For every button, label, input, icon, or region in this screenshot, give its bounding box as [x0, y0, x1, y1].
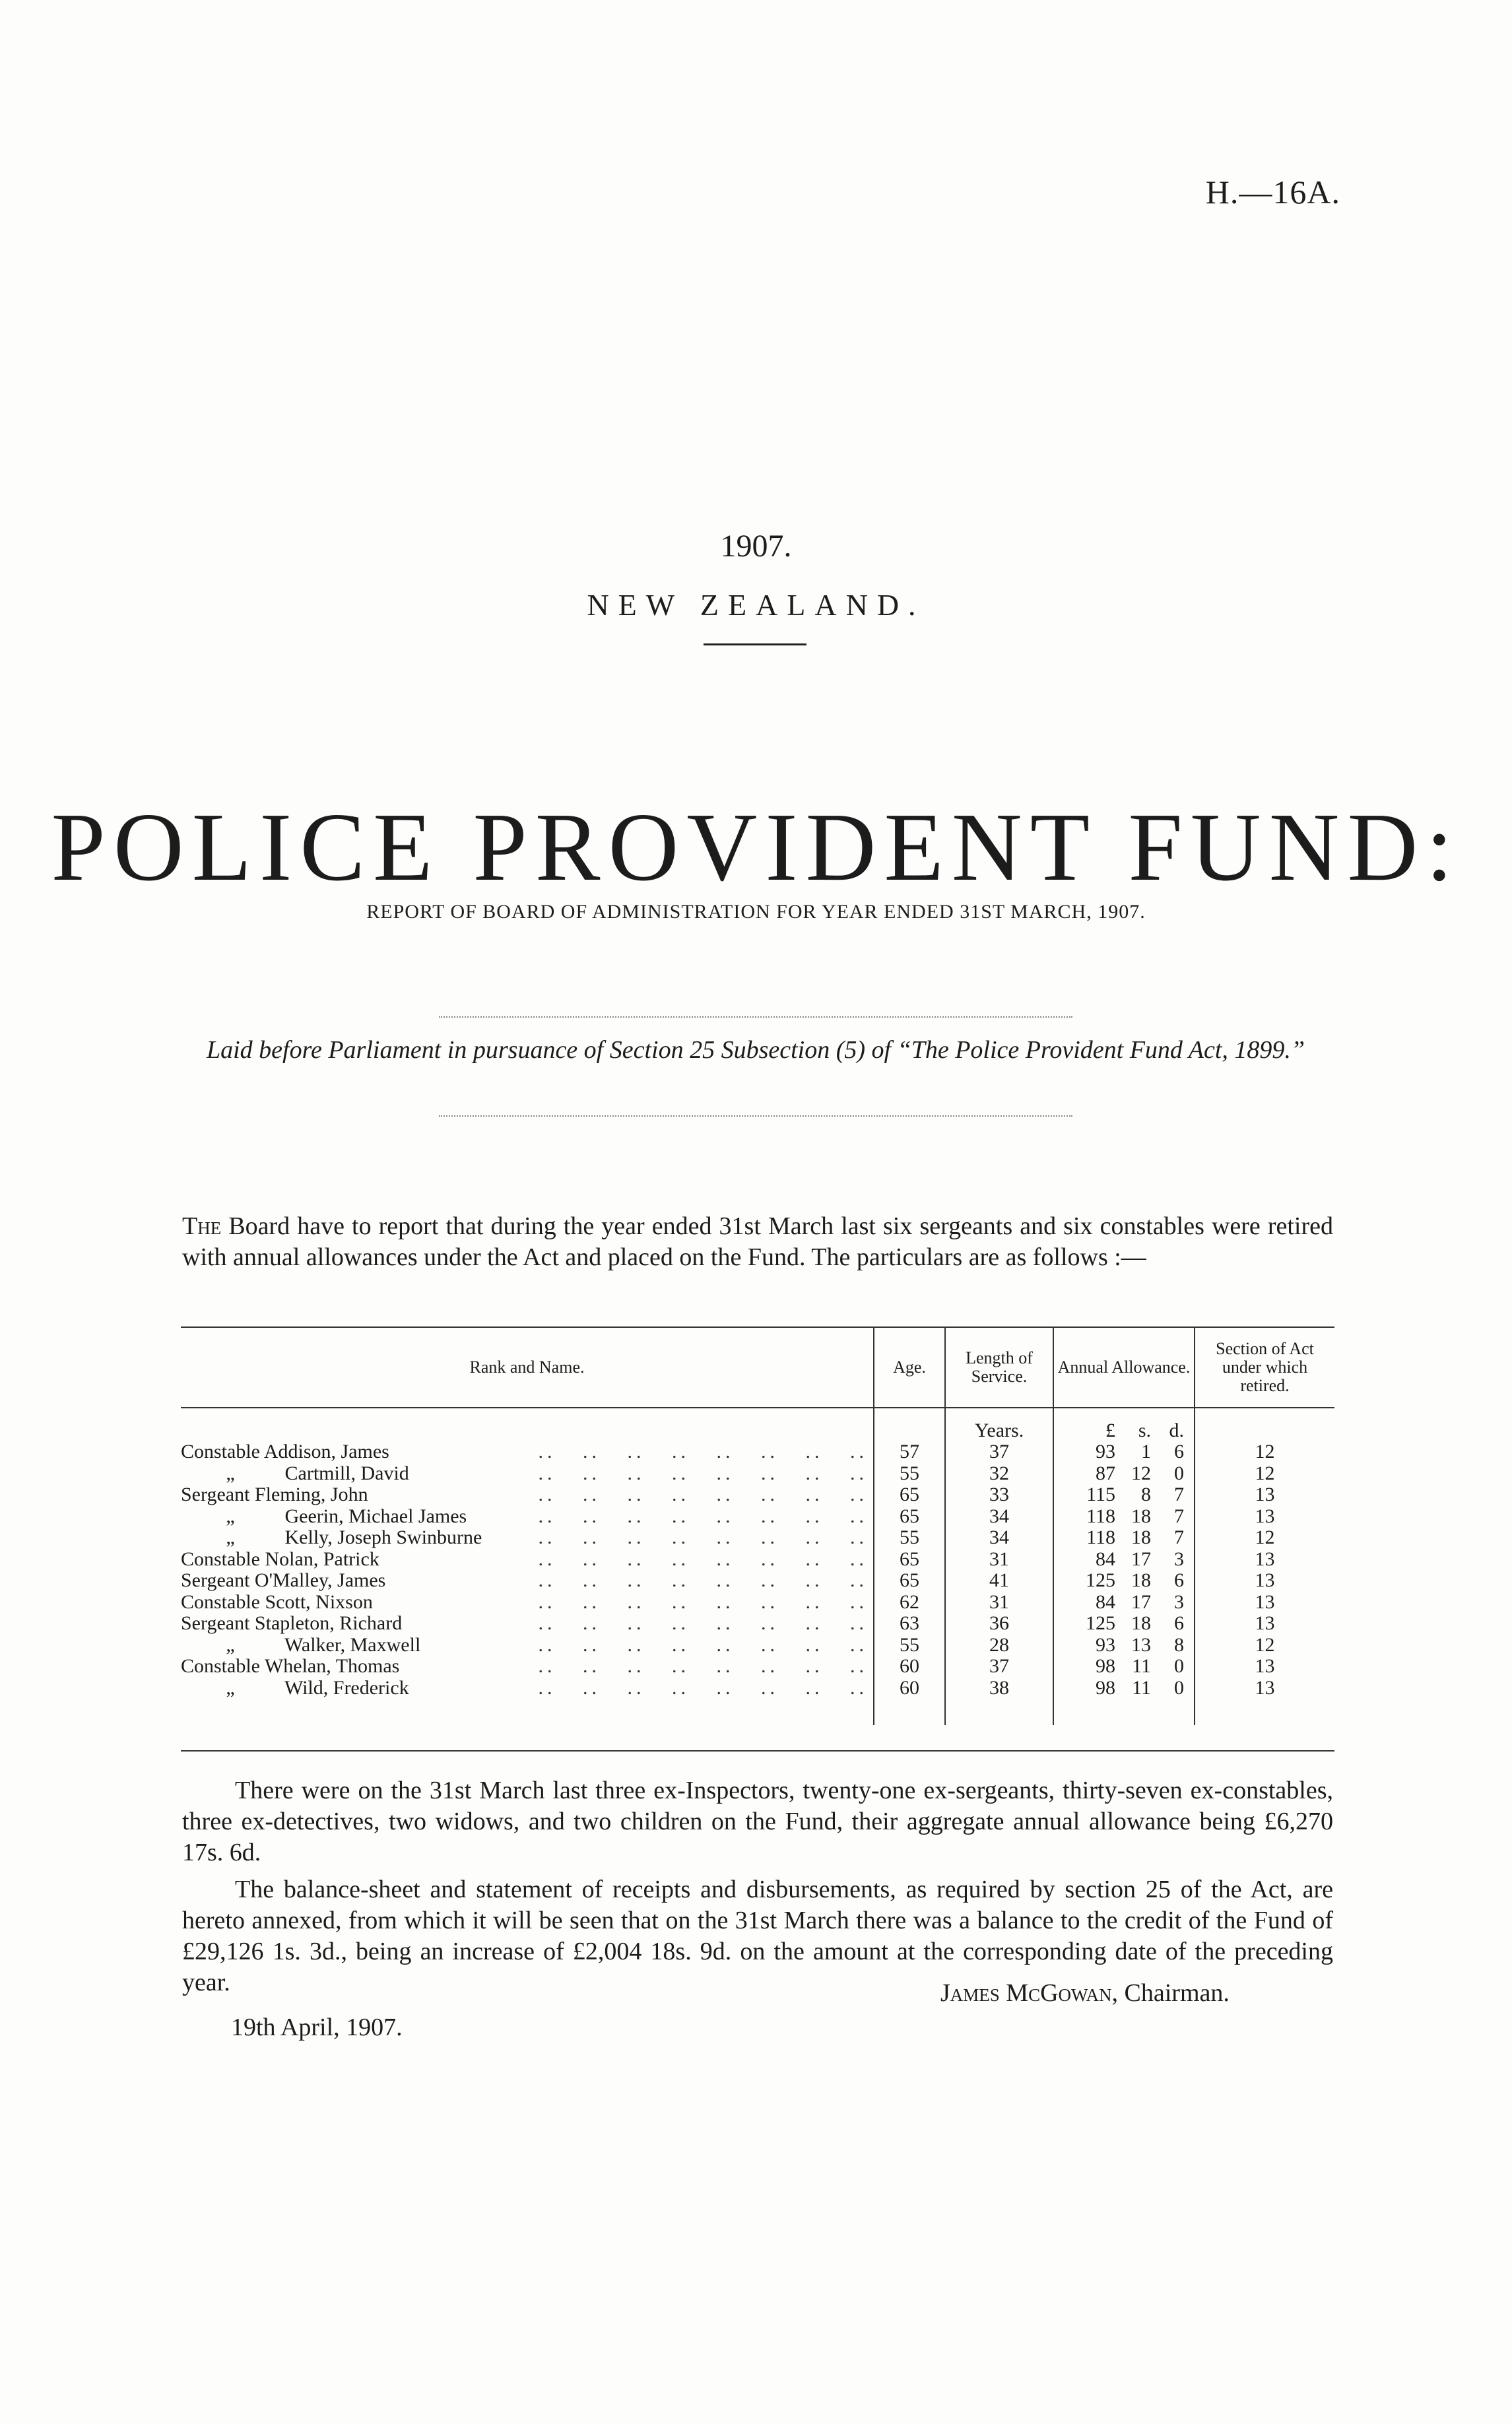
- unit-shillings: s.: [1138, 1419, 1151, 1441]
- age-cell: 65: [874, 1570, 945, 1592]
- rank-name-cell: [181, 1592, 874, 1614]
- table-row: [181, 1463, 1334, 1485]
- allowance-cell: [1053, 1635, 1195, 1656]
- allowance-pounds: 93: [1096, 1633, 1115, 1656]
- member-name: Stapleton, Richard: [254, 1613, 403, 1634]
- table-row: [181, 1635, 1334, 1656]
- allowance-pence: 6: [1174, 1441, 1184, 1462]
- allowance-pounds: 125: [1086, 1612, 1115, 1634]
- allowance-cell: [1053, 1656, 1195, 1678]
- member-name: Geerin, Michael James: [284, 1505, 467, 1527]
- allowance-cell: [1053, 1592, 1195, 1614]
- allowance-cell: [1053, 1441, 1195, 1463]
- rank: Constable: [181, 1548, 260, 1570]
- service-cell: 38: [945, 1678, 1053, 1699]
- rank: „: [226, 1505, 235, 1527]
- leader-dots: .. .. .. .. .. .. .. ..: [538, 1677, 868, 1699]
- member-name: Scott, Nixson: [265, 1591, 373, 1613]
- allowance-pounds: 115: [1086, 1484, 1115, 1505]
- rank: Constable: [181, 1591, 260, 1613]
- rank: „: [226, 1527, 235, 1548]
- retirements-table: [181, 1327, 1334, 1725]
- rank-name-cell: [181, 1441, 874, 1463]
- unit-years: Years.: [945, 1408, 1053, 1441]
- intro-lead-word: The: [182, 1212, 222, 1240]
- age-cell: 63: [874, 1613, 945, 1635]
- age-cell: 65: [874, 1506, 945, 1528]
- allowance-pounds: 118: [1086, 1505, 1115, 1527]
- leader-dots: .. .. .. .. .. .. .. ..: [538, 1462, 868, 1484]
- rank-name-cell: [181, 1506, 874, 1528]
- rank-name-cell: [181, 1613, 874, 1635]
- section-cell: 12: [1195, 1527, 1334, 1549]
- country-heading: NEW ZEALAND.: [587, 588, 925, 622]
- table-row: [181, 1570, 1334, 1592]
- member-name: Whelan, Thomas: [264, 1656, 400, 1677]
- service-cell: 41: [945, 1570, 1053, 1592]
- leader-dots: .. .. .. .. .. .. .. ..: [538, 1527, 868, 1548]
- member-name: Wild, Frederick: [284, 1677, 409, 1699]
- report-year: 1907.: [720, 529, 792, 564]
- service-cell: 33: [945, 1484, 1053, 1506]
- service-cell: 37: [945, 1441, 1053, 1463]
- rank-name-cell: [181, 1678, 874, 1699]
- leader-dots: .. .. .. .. .. .. .. ..: [538, 1656, 868, 1677]
- service-cell: 37: [945, 1656, 1053, 1678]
- section-cell: 13: [1195, 1656, 1334, 1678]
- section-cell: 13: [1195, 1613, 1334, 1635]
- allowance-pounds: 118: [1086, 1526, 1115, 1548]
- allowance-pence: 6: [1174, 1612, 1184, 1634]
- age-cell: 55: [874, 1635, 945, 1656]
- document-title: POLICE PROVIDENT FUND:: [51, 793, 1461, 901]
- age-cell: 62: [874, 1592, 945, 1614]
- age-cell: 57: [874, 1441, 945, 1463]
- laid-before-note: Laid before Parliament in pursuance of Section 25 Subsection (5) of “The Police Provident Fund Act, 1899.”: [206, 1036, 1305, 1064]
- rank: Sergeant: [181, 1570, 250, 1591]
- member-name: O'Malley, James: [254, 1570, 386, 1591]
- age-cell: 60: [874, 1678, 945, 1699]
- allowance-pence: 0: [1174, 1676, 1184, 1699]
- rank: Constable: [181, 1441, 260, 1462]
- allowance-cell: [1053, 1506, 1195, 1528]
- rank-name-cell: [181, 1484, 874, 1506]
- allowance-pence: 7: [1174, 1505, 1184, 1527]
- dotted-divider-bottom: [439, 1115, 1072, 1117]
- rank-name-cell: [181, 1635, 874, 1656]
- section-cell: 12: [1195, 1463, 1334, 1485]
- member-name: Nolan, Patrick: [265, 1548, 379, 1570]
- allowance-pounds: 98: [1096, 1655, 1115, 1677]
- rank-name-cell: [181, 1527, 874, 1549]
- report-date: 19th April, 1907.: [231, 2014, 403, 2041]
- rank: Sergeant: [181, 1613, 250, 1634]
- allowance-shillings: 8: [1141, 1484, 1151, 1505]
- table-row: [181, 1678, 1334, 1699]
- unit-money: [1053, 1408, 1195, 1441]
- rank-name-cell: [181, 1463, 874, 1485]
- section-cell: 13: [1195, 1549, 1334, 1571]
- table-row: [181, 1656, 1334, 1678]
- allowance-pounds: 93: [1096, 1441, 1115, 1462]
- dotted-divider-top: [439, 1016, 1072, 1018]
- allowance-shillings: 1: [1141, 1441, 1151, 1462]
- allowance-shillings: 18: [1131, 1505, 1151, 1527]
- table-header-row: [181, 1327, 1334, 1408]
- table-bottom-rule: [181, 1750, 1334, 1752]
- unit-pence: d.: [1169, 1419, 1184, 1441]
- signatory-name: James McGowan: [940, 1979, 1112, 2007]
- allowance-pounds: 87: [1096, 1462, 1115, 1484]
- table-row: [181, 1484, 1334, 1506]
- section-cell: 13: [1195, 1678, 1334, 1699]
- allowance-pence: 7: [1174, 1484, 1184, 1505]
- intro-paragraph: [182, 1211, 1333, 1273]
- allowance-shillings: 11: [1132, 1655, 1151, 1677]
- service-cell: 32: [945, 1463, 1053, 1485]
- allowance-pence: 0: [1174, 1655, 1184, 1677]
- allowance-cell: [1053, 1678, 1195, 1699]
- allowance-pounds: 84: [1096, 1548, 1115, 1570]
- allowance-cell: [1053, 1463, 1195, 1485]
- leader-dots: .. .. .. .. .. .. .. ..: [538, 1570, 868, 1591]
- section-cell: 13: [1195, 1506, 1334, 1528]
- rank: „: [226, 1462, 235, 1484]
- age-cell: 65: [874, 1484, 945, 1506]
- table-row: [181, 1506, 1334, 1528]
- header-age: Age.: [874, 1327, 945, 1408]
- rank: Constable: [181, 1656, 260, 1677]
- member-name: Addison, James: [263, 1441, 389, 1462]
- header-allowance: Annual Allowance.: [1053, 1327, 1195, 1408]
- leader-dots: .. .. .. .. .. .. .. ..: [538, 1484, 868, 1505]
- allowance-pence: 3: [1174, 1590, 1184, 1613]
- age-cell: 55: [874, 1527, 945, 1549]
- leader-dots: .. .. .. .. .. .. .. ..: [538, 1441, 868, 1462]
- allowance-shillings: 18: [1131, 1569, 1151, 1591]
- allowance-pence: 8: [1174, 1633, 1184, 1656]
- allowance-shillings: 17: [1131, 1590, 1151, 1613]
- rank-name-cell: [181, 1570, 874, 1592]
- table-row: [181, 1527, 1334, 1549]
- allowance-pounds: 125: [1086, 1569, 1115, 1591]
- table-row: [181, 1592, 1334, 1614]
- signature: [940, 1979, 1230, 2008]
- rank: „: [226, 1634, 235, 1656]
- rank-name-cell: [181, 1549, 874, 1571]
- allowance-shillings: 11: [1132, 1676, 1151, 1699]
- member-name: Fleming, John: [254, 1484, 368, 1505]
- leader-dots: .. .. .. .. .. .. .. ..: [538, 1591, 868, 1613]
- member-name: Cartmill, David: [284, 1462, 409, 1484]
- allowance-cell: [1053, 1527, 1195, 1549]
- section-cell: 13: [1195, 1592, 1334, 1614]
- table-row: [181, 1441, 1334, 1463]
- rank: „: [226, 1677, 235, 1699]
- rank-name-cell: [181, 1656, 874, 1678]
- service-cell: 34: [945, 1506, 1053, 1528]
- section-cell: 12: [1195, 1635, 1334, 1656]
- balance-paragraph: The balance-sheet and statement of receipts and disbursements, as required by section 25 of the Act, are hereto annexed, from which it will be seen that on the 31st March there was a balance to the credit of the Fund of £29,126 1s. 3d., being an increase of £2,004 18s. 9d. on the amount at the corresponding date of the preceding year.: [182, 1876, 1333, 1996]
- section-cell: 13: [1195, 1570, 1334, 1592]
- heading-divider: [704, 643, 806, 645]
- allowance-pence: 0: [1174, 1462, 1184, 1484]
- age-cell: 55: [874, 1463, 945, 1485]
- age-cell: 60: [874, 1656, 945, 1678]
- age-cell: 65: [874, 1549, 945, 1571]
- allowance-pounds: 98: [1096, 1676, 1115, 1699]
- unit-pounds: £: [1105, 1419, 1115, 1441]
- allowance-shillings: 18: [1131, 1612, 1151, 1634]
- leader-dots: .. .. .. .. .. .. .. ..: [538, 1548, 868, 1570]
- header-service: Length of Service.: [945, 1327, 1053, 1408]
- rank: Sergeant: [181, 1484, 250, 1505]
- intro-text: Board have to report that during the year ended 31st March last six sergeants and six constables were retired with annual allowances under the Act and placed on the Fund. The particulars are as follows :—: [182, 1212, 1333, 1271]
- member-name: Kelly, Joseph Swinburne: [284, 1527, 482, 1548]
- section-cell: 12: [1195, 1441, 1334, 1463]
- service-cell: 34: [945, 1527, 1053, 1549]
- allowance-shillings: 18: [1131, 1526, 1151, 1548]
- table-spacer-row: [181, 1699, 1334, 1725]
- section-cell: 13: [1195, 1484, 1334, 1506]
- allowance-pence: 7: [1174, 1526, 1184, 1548]
- service-cell: 31: [945, 1592, 1053, 1614]
- allowance-pence: 6: [1174, 1569, 1184, 1591]
- allowance-pence: 3: [1174, 1548, 1184, 1570]
- units-row: [181, 1408, 1334, 1441]
- leader-dots: .. .. .. .. .. .. .. ..: [538, 1505, 868, 1527]
- fund-members-paragraph: There were on the 31st March last three ex-Inspectors, twenty-one ex-sergeants, thirty-seven ex-constables, three ex-detectives, two widows, and two children on the Fund, their aggregate annual allowance being £6,270 17s. 6d.: [182, 1777, 1333, 1866]
- document-subtitle: REPORT OF BOARD OF ADMINISTRATION FOR YEAR ENDED 31ST MARCH, 1907.: [366, 901, 1146, 923]
- service-cell: 28: [945, 1635, 1053, 1656]
- allowance-cell: [1053, 1484, 1195, 1506]
- allowance-shillings: 13: [1131, 1633, 1151, 1656]
- table-row: [181, 1549, 1334, 1571]
- allowance-shillings: 17: [1131, 1548, 1151, 1570]
- signatory-role: , Chairman.: [1111, 1979, 1230, 2007]
- leader-dots: .. .. .. .. .. .. .. ..: [538, 1613, 868, 1634]
- table-row: [181, 1613, 1334, 1635]
- member-name: Walker, Maxwell: [284, 1634, 421, 1656]
- allowance-pounds: 84: [1096, 1590, 1115, 1613]
- allowance-cell: [1053, 1549, 1195, 1571]
- service-cell: 36: [945, 1613, 1053, 1635]
- leader-dots: .. .. .. .. .. .. .. ..: [538, 1634, 868, 1656]
- allowance-cell: [1053, 1613, 1195, 1635]
- header-section: Section of Act under which retired.: [1195, 1327, 1334, 1408]
- service-cell: 31: [945, 1549, 1053, 1571]
- header-rank-name: Rank and Name.: [181, 1327, 874, 1408]
- paper-reference: H.—16A.: [1205, 174, 1340, 211]
- allowance-cell: [1053, 1570, 1195, 1592]
- allowance-shillings: 12: [1131, 1462, 1151, 1484]
